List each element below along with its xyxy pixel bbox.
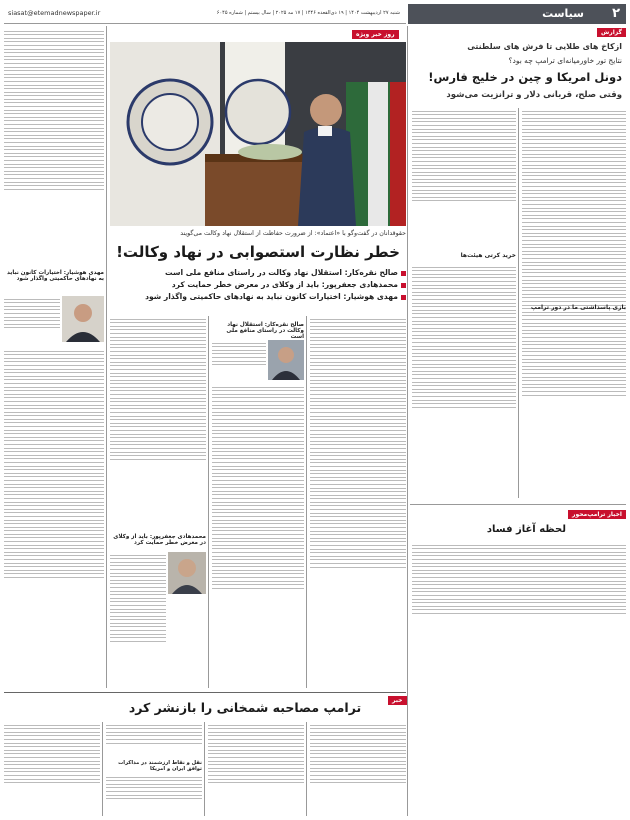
- box-title-2: محمدهادی جعفرپور: باید از وکلای در معرض خطر حمایت کرد: [113, 534, 206, 546]
- left-body-bottom: [4, 348, 104, 688]
- report-subtitle: وقتی صلح، قربانی دلار و ترانزیت می‌شود: [446, 90, 622, 100]
- main-body-col-3b: [110, 552, 166, 688]
- bottom-report-tag: اخبار ترامپ‌محور: [568, 510, 626, 519]
- masthead-left: [4, 4, 406, 24]
- bullet-3: مهدی هوشیار: اختیارات کانون نباید به نهادهای حاکمیتی واگذار شود: [110, 292, 406, 301]
- left-body-top: [4, 28, 104, 268]
- left-body-mid: [4, 296, 60, 346]
- report-kicker: ازکاخ های طلایی تا فرش های سلطنتی: [467, 42, 622, 51]
- report-tag: گزارش: [597, 28, 626, 37]
- bottom-title: ترامپ مصاحبه شمخانی را بازنشر کرد: [128, 700, 362, 715]
- bottom-subheading: نقل و نقاط ارزشمند در مذاکرات توافق ایران و امریکا: [118, 760, 202, 772]
- bullet-1: صالح نقره‌کار: استقلال نهاد وکالت در راستای منافع ملی است: [110, 268, 406, 277]
- bullet-marker: [401, 283, 406, 288]
- main-body-col-1: [310, 316, 406, 688]
- bottom-body-col-2: [208, 722, 304, 816]
- portrait-3: [62, 296, 104, 342]
- bullet-marker: [401, 271, 406, 276]
- masthead-bar: [408, 4, 626, 24]
- main-tag: روز خبر ویژه: [352, 30, 399, 39]
- bottom-tag: خبر: [388, 696, 407, 705]
- main-photo: [110, 42, 406, 226]
- report-kicker-2: نتایج تور خاورمیانه‌ای ترامپ چه بود؟: [508, 56, 622, 65]
- portrait-1: [268, 340, 304, 380]
- bottom-body-col-3b: [106, 774, 202, 816]
- person-photo-3: [62, 296, 104, 342]
- site-email[interactable]: siasat@etemadnewspaper.ir: [8, 9, 101, 17]
- report-title: دونل امریکا و چین در خلیج فارس!: [428, 70, 622, 84]
- section-title: سیاست: [542, 7, 584, 20]
- main-kicker: حقوقدانان در گفت‌وگو با «اعتماد»: از ضرورت حفاظت از استقلال نهاد وکالت می‌گویند: [180, 230, 406, 237]
- box-title-3: مهدی هوشیار: اختیارات کانون نباید به نهادهای حاکمیتی واگذار شود: [7, 270, 104, 282]
- person-photo-1: [268, 340, 304, 380]
- bottom-report-title: لحظه آغاز فساد: [486, 524, 566, 535]
- page-number: ۲: [612, 6, 620, 21]
- speaker-photo: [110, 42, 406, 226]
- bullet-marker: [401, 295, 406, 300]
- main-bullets: [110, 268, 406, 301]
- report-body-col-2b: [412, 264, 516, 500]
- dateline: شنبه ۲۷ اردیبهشت ۱۴۰۴ | ۱۹ ذی‌القعده ۱۴۴۶ | ۱۷ مه ۲۰۲۵ | سال بیستم | شماره ۶۰۴۵: [216, 10, 400, 16]
- report-section-heading: خرید کرتی هیئت‌ها: [460, 252, 516, 259]
- portrait-2: [168, 552, 206, 594]
- main-body-col-3: [110, 316, 206, 530]
- main-body-col-2: [212, 340, 266, 380]
- bottom-report-body: [412, 542, 626, 820]
- person-photo-2: [168, 552, 206, 594]
- box-title-1: صالح نقره‌کار: استقلال نهاد وکالت در راستای منافع ملی است: [226, 322, 304, 340]
- right-column: [410, 28, 626, 620]
- bottom-body-col-1: [310, 722, 406, 816]
- bottom-body-col-4: [4, 722, 100, 816]
- main-title: خطر نظارت استصوابی در نهاد وکالت!: [116, 243, 400, 261]
- bullet-2: محمدهادی جعفرپور: باید از وکلای در معرض خطر حمایت کرد: [110, 280, 406, 289]
- main-body-col-2b: [212, 384, 304, 688]
- bottom-body-col-3: [106, 722, 202, 758]
- report-section-heading-2: بازی پاسداشتی ما در دور ترامپ: [530, 304, 626, 311]
